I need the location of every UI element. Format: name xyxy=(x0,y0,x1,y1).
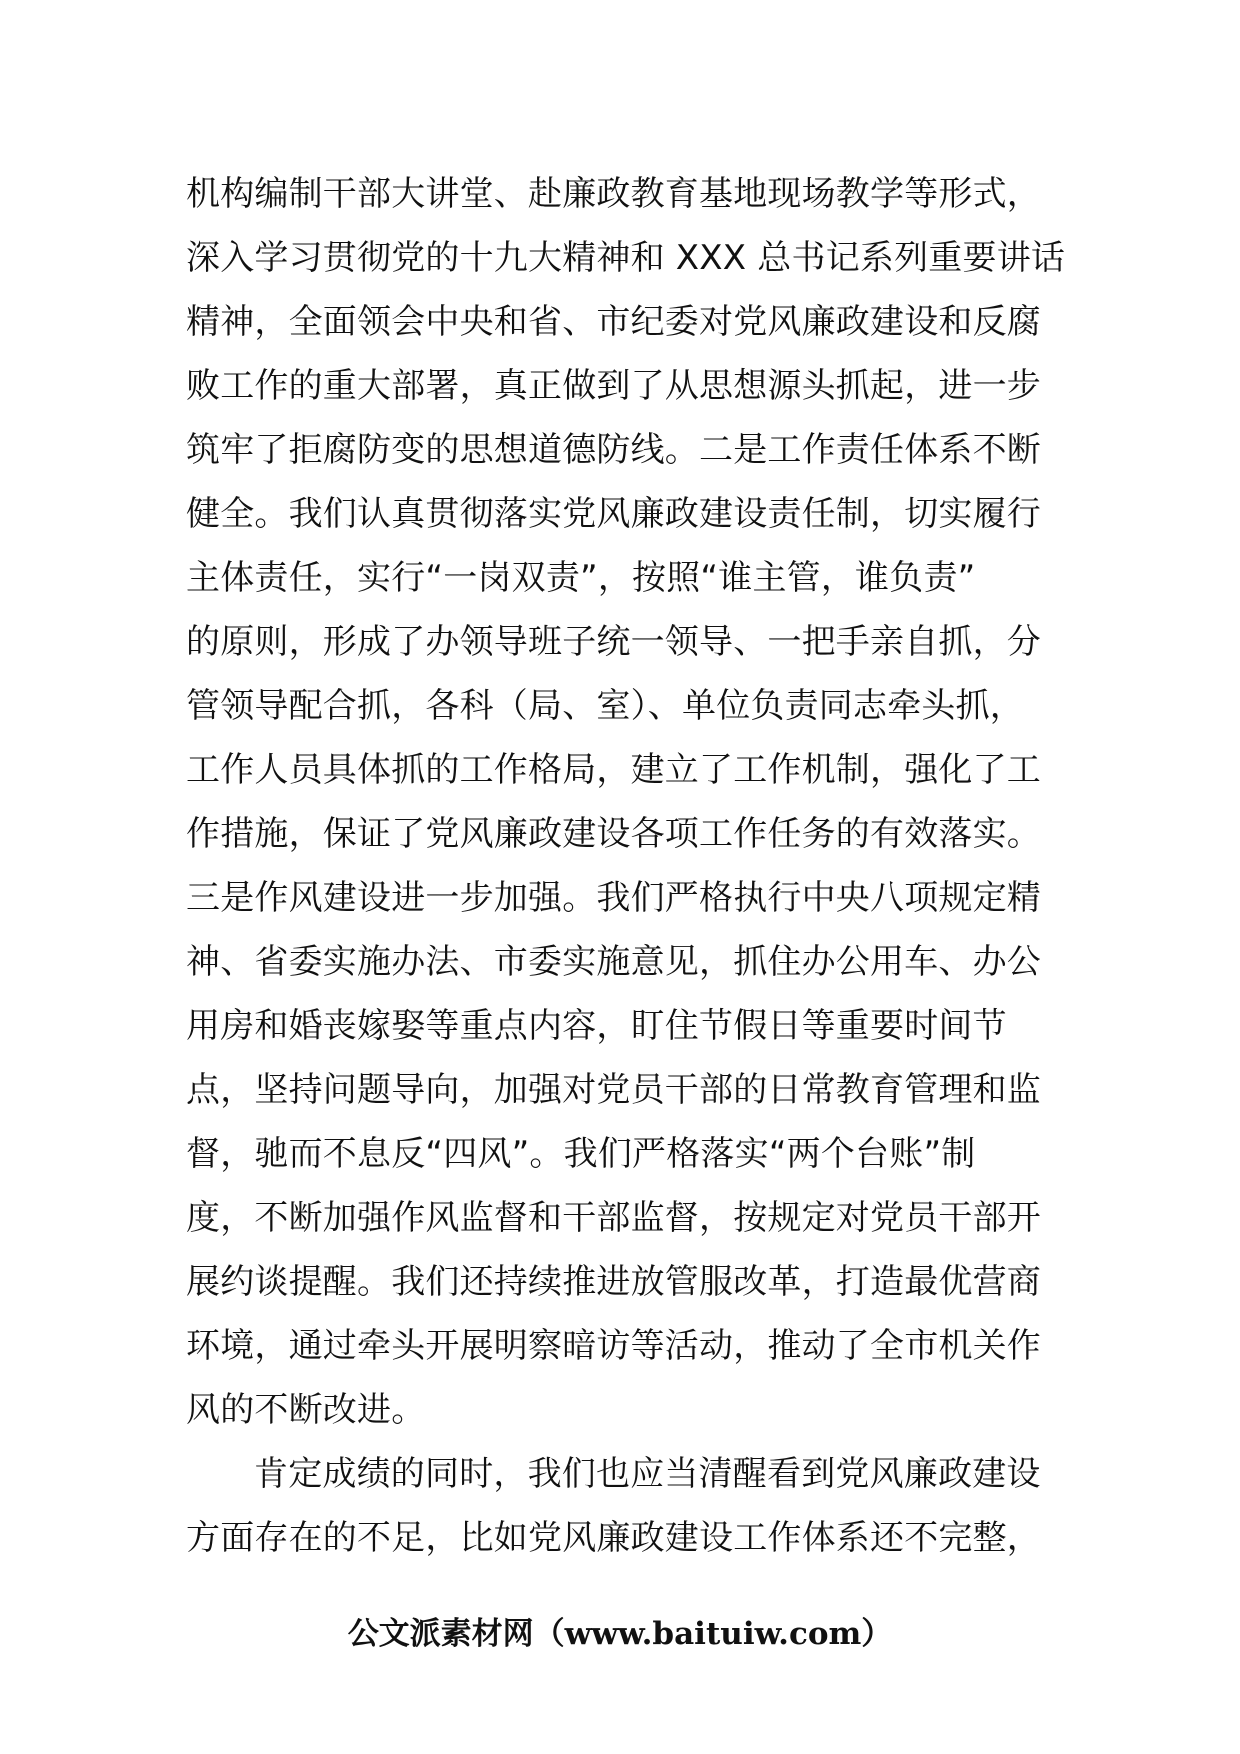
text-line: 筑牢了拒腐防变的思想道德防线。二是工作责任体系不断 xyxy=(186,430,1041,470)
text-line: 管领导配合抓，各科（局、室）、单位负责同志牵头抓， xyxy=(186,686,1024,726)
text-line: 环境，通过牵头开展明察暗访等活动，推动了全市机关作 xyxy=(186,1326,1041,1366)
text-line: 方面存在的不足，比如党风廉政建设工作体系还不完整， xyxy=(186,1518,1041,1558)
text-line: 败工作的重大部署，真正做到了从思想源头抓起，进一步 xyxy=(186,366,1041,406)
paragraph-2 xyxy=(186,1442,1066,1570)
text-line: 神、省委实施办法、市委实施意见，抓住办公用车、办公 xyxy=(186,942,1041,982)
text-line: 用房和婚丧嫁娶等重点内容，盯住节假日等重要时间节 xyxy=(186,1006,1007,1046)
text-line: 风的不断改进。 xyxy=(186,1390,426,1430)
text-line: 深入学习贯彻党的十九大精神和 XXX 总书记系列重要讲话 xyxy=(186,238,1066,278)
body-text xyxy=(186,162,1066,1570)
paragraph-1 xyxy=(186,162,1066,1442)
text-line: 三是作风建设进一步加强。我们严格执行中央八项规定精 xyxy=(186,878,1041,918)
text-line: 作措施，保证了党风廉政建设各项工作任务的有效落实。 xyxy=(186,814,1041,854)
text-line: 工作人员具体抓的工作格局，建立了工作机制，强化了工 xyxy=(186,750,1041,790)
text-line: 度，不断加强作风监督和干部监督，按规定对党员干部开 xyxy=(186,1198,1041,1238)
text-line: 健全。我们认真贯彻落实党风廉政建设责任制，切实履行 xyxy=(186,494,1041,534)
footer-source: 公文派素材网（www.baituiw.com） xyxy=(347,1616,893,1652)
text-line: 点，坚持问题导向，加强对党员干部的日常教育管理和监 xyxy=(186,1070,1041,1110)
text-line: 机构编制干部大讲堂、赴廉政教育基地现场教学等形式， xyxy=(186,174,1041,214)
text-line: 的原则，形成了办领导班子统一领导、一把手亲自抓，分 xyxy=(186,622,1041,662)
text-line: 精神，全面领会中央和省、市纪委对党风廉政建设和反腐 xyxy=(186,302,1041,342)
text-line: 肯定成绩的同时，我们也应当清醒看到党风廉政建设 xyxy=(254,1454,1041,1494)
text-line: 主体责任，实行“一岗双责”，按照“谁主管，谁负责” xyxy=(186,558,976,598)
text-line: 督，驰而不息反“四风”。我们严格落实“两个台账”制 xyxy=(186,1134,976,1174)
text-line: 展约谈提醒。我们还持续推进放管服改革，打造最优营商 xyxy=(186,1262,1041,1302)
